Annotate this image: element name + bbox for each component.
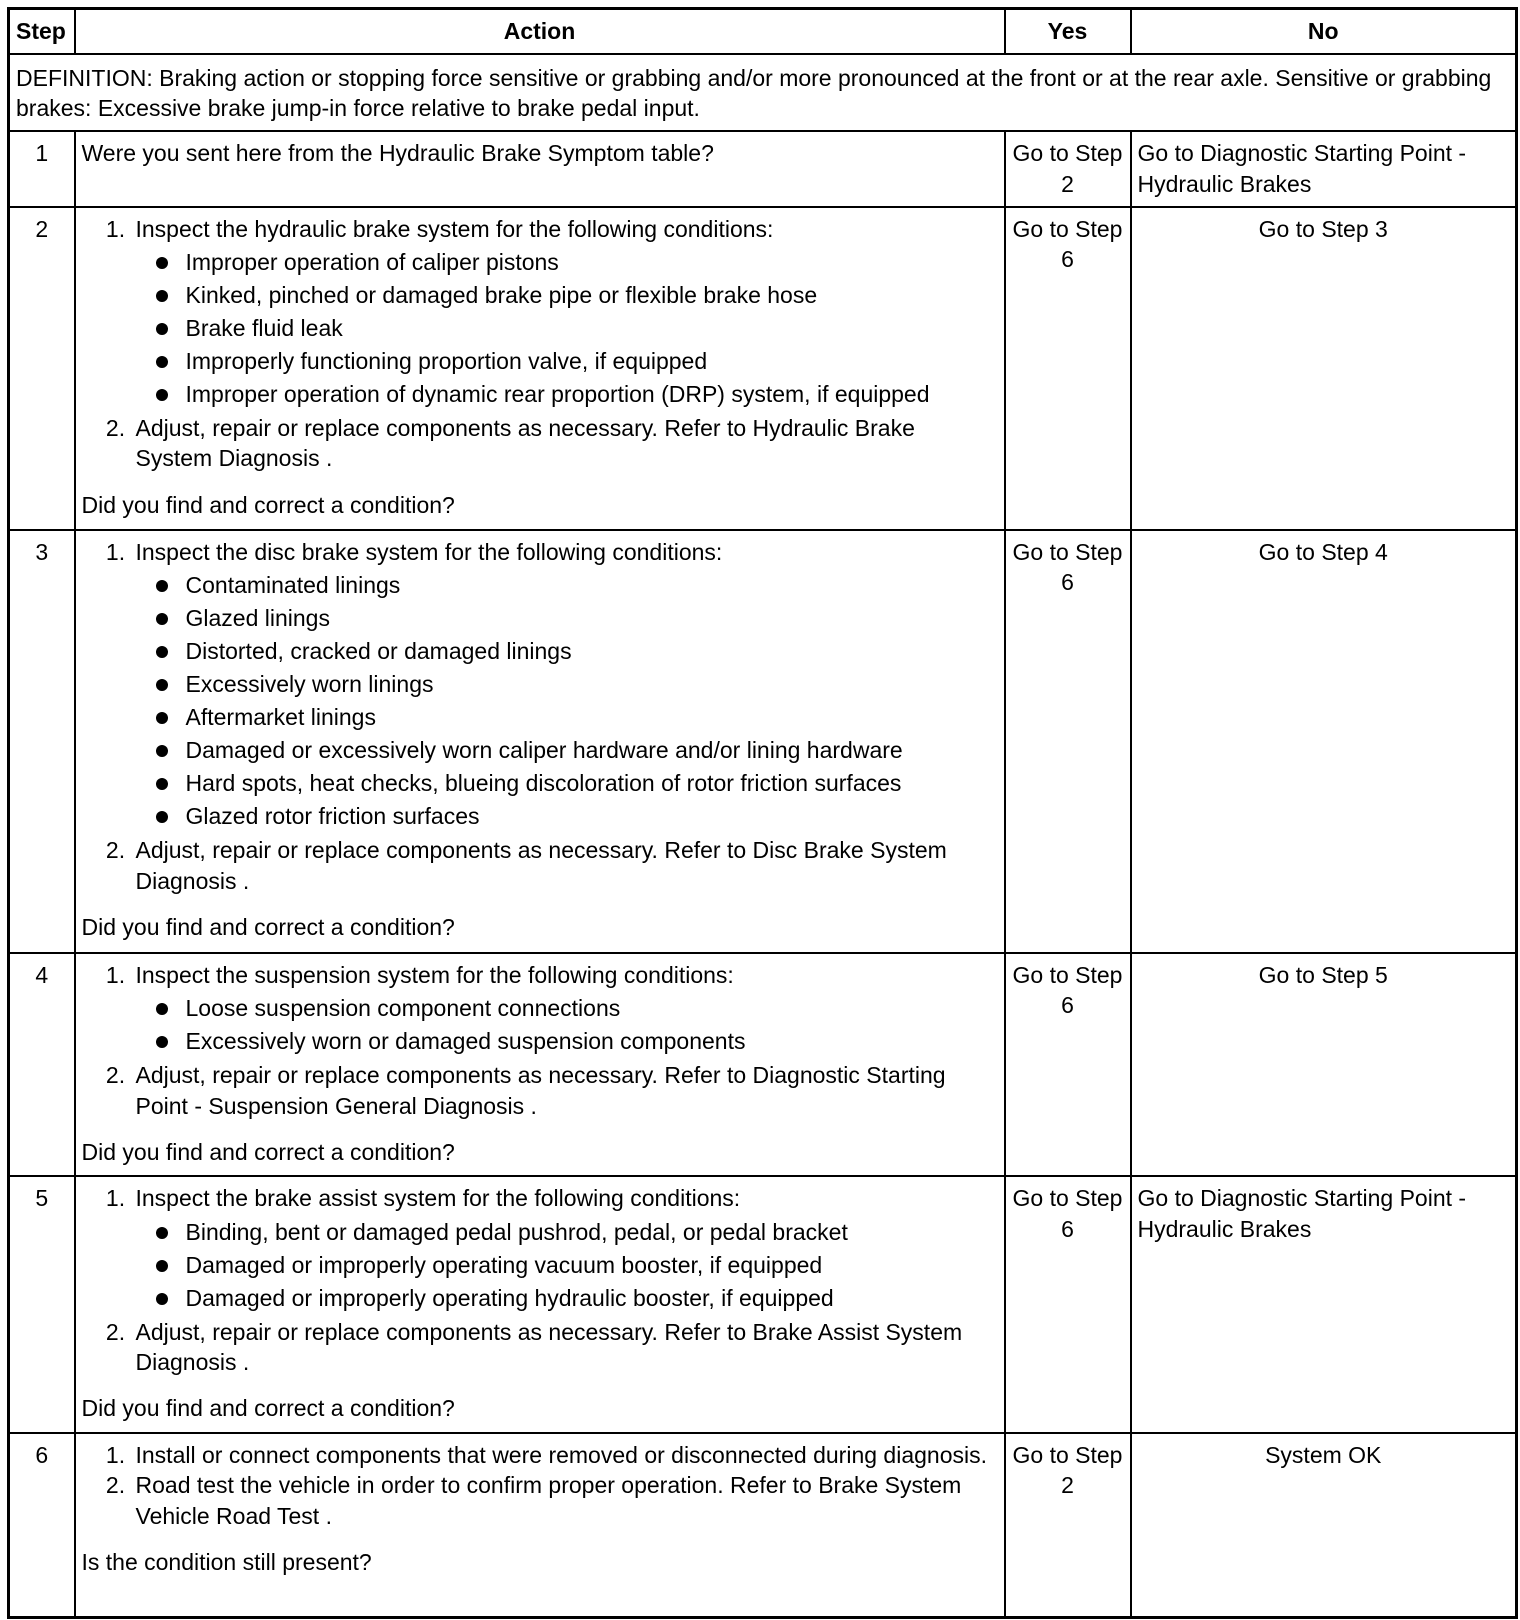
condition-item: Distorted, cracked or damaged linings [176, 635, 998, 668]
header-no: No [1131, 9, 1517, 55]
table-row [9, 207, 1517, 530]
condition-item: Damaged or improperly operating vacuum booster, if equipped [176, 1249, 998, 1282]
condition-list [136, 569, 998, 833]
condition-item: Excessively worn linings [176, 668, 998, 701]
action-cell [75, 1433, 1005, 1618]
condition-item: Excessively worn or damaged suspension components [176, 1025, 998, 1058]
action-step [132, 835, 998, 896]
action-cell [75, 1176, 1005, 1433]
action-cell [75, 953, 1005, 1176]
condition-item: Improperly functioning proportion valve, if equipped [176, 345, 998, 378]
diagnostic-table [7, 7, 1518, 1619]
no-result: Go to Step 4 [1131, 530, 1517, 953]
condition-item: Glazed rotor friction surfaces [176, 800, 998, 833]
action-step [132, 537, 998, 833]
step-number: 2 [9, 207, 75, 530]
table-row [9, 953, 1517, 1176]
action-step [132, 1183, 998, 1314]
no-result: Go to Diagnostic Starting Point - Hydraulic Brakes [1131, 1176, 1517, 1433]
table-row [9, 1433, 1517, 1618]
action-step [132, 214, 998, 411]
header-action: Action [75, 9, 1005, 55]
condition-item: Kinked, pinched or damaged brake pipe or flexible brake hose [176, 279, 998, 312]
table-row [9, 1176, 1517, 1433]
question-text: Did you find and correct a condition? [81, 914, 455, 940]
condition-item: Hard spots, heat checks, blueing discoloration of rotor friction surfaces [176, 767, 998, 800]
condition-item: Damaged or excessively worn caliper hardware and/or lining hardware [176, 734, 998, 767]
condition-item: Loose suspension component connections [176, 992, 998, 1025]
action-steps-list [82, 960, 998, 1121]
question-text: Did you find and correct a condition? [81, 1395, 455, 1422]
action-cell [75, 131, 1005, 206]
action-step-text: Adjust, repair or replace components as necessary. Refer to Hydraulic Brake System Diagnosis . [135, 415, 915, 472]
no-result: Go to Diagnostic Starting Point - Hydraulic Brakes [1131, 131, 1517, 206]
condition-item: Aftermarket linings [176, 701, 998, 734]
step-number: 1 [9, 131, 75, 206]
yes-result: Go to Step 2 [1005, 131, 1131, 206]
yes-result: Go to Step 6 [1005, 207, 1131, 530]
question-text: Is the condition still present? [81, 1548, 372, 1575]
condition-list [136, 246, 998, 411]
table-row [9, 131, 1517, 206]
question-text: Did you find and correct a condition? [81, 491, 455, 518]
condition-list [136, 1216, 998, 1315]
action-step [132, 1317, 998, 1378]
action-step [132, 413, 998, 474]
action-steps-list [82, 214, 998, 474]
action-step-text: Inspect the disc brake system for the following conditions: [135, 538, 723, 565]
action-step-text: Road test the vehicle in order to confirm proper operation. Refer to Brake System Vehicle Road Test . [135, 1472, 962, 1529]
action-cell [75, 207, 1005, 530]
question-text: Were you sent here from the Hydraulic Brake Symptom table? [81, 140, 714, 167]
action-step-text: Inspect the hydraulic brake system for the following conditions: [135, 215, 774, 242]
action-step-text: Inspect the suspension system for the following conditions: [135, 961, 734, 988]
no-result: System OK [1131, 1433, 1517, 1618]
yes-result: Go to Step 2 [1005, 1433, 1131, 1618]
action-step [132, 960, 998, 1058]
action-step-text: Adjust, repair or replace components as necessary. Refer to Brake Assist System Diagnosis . [135, 1318, 963, 1375]
action-step-text: Adjust, repair or replace components as necessary. Refer to Diagnostic Starting Point - Suspension General Diagnosis . [135, 1062, 946, 1119]
action-steps-list [82, 537, 998, 896]
step-number: 6 [9, 1433, 75, 1618]
definition-text: DEFINITION: Braking action or stopping force sensitive or grabbing and/or more pronounced at the front or at the rear axle. Sensitive or grabbing brakes: Excessive brake jump-in force relative to brake pedal input. [9, 54, 1517, 131]
condition-list [136, 992, 998, 1058]
step-number: 3 [9, 530, 75, 953]
condition-item: Improper operation of dynamic rear proportion (DRP) system, if equipped [176, 378, 998, 411]
action-steps-list [82, 1440, 998, 1531]
action-step [132, 1060, 998, 1121]
action-step-text: Adjust, repair or replace components as necessary. Refer to Disc Brake System Diagnosis . [135, 837, 947, 894]
condition-item: Damaged or improperly operating hydraulic booster, if equipped [176, 1282, 998, 1315]
question-text: Did you find and correct a condition? [81, 1139, 455, 1166]
yes-result: Go to Step 6 [1005, 1176, 1131, 1433]
action-step-text: Inspect the brake assist system for the following conditions: [135, 1185, 741, 1212]
condition-item: Contaminated linings [176, 569, 998, 602]
action-steps-list [82, 1183, 998, 1377]
step-number: 5 [9, 1176, 75, 1433]
step-number: 4 [9, 953, 75, 1176]
no-result: Go to Step 3 [1131, 207, 1517, 530]
yes-result: Go to Step 6 [1005, 530, 1131, 953]
table-header [9, 9, 1517, 55]
table-row [9, 530, 1517, 953]
no-result: Go to Step 5 [1131, 953, 1517, 1176]
action-step [132, 1470, 998, 1531]
action-cell [75, 530, 1005, 953]
yes-result: Go to Step 6 [1005, 953, 1131, 1176]
condition-item: Glazed linings [176, 602, 998, 635]
header-step: Step [9, 9, 75, 55]
header-yes: Yes [1005, 9, 1131, 55]
condition-item: Improper operation of caliper pistons [176, 246, 998, 279]
action-step [132, 1440, 998, 1470]
condition-item: Brake fluid leak [176, 312, 998, 345]
condition-item: Binding, bent or damaged pedal pushrod, pedal, or pedal bracket [176, 1216, 998, 1249]
action-step-text: Install or connect components that were removed or disconnected during diagnosis. [135, 1441, 987, 1468]
